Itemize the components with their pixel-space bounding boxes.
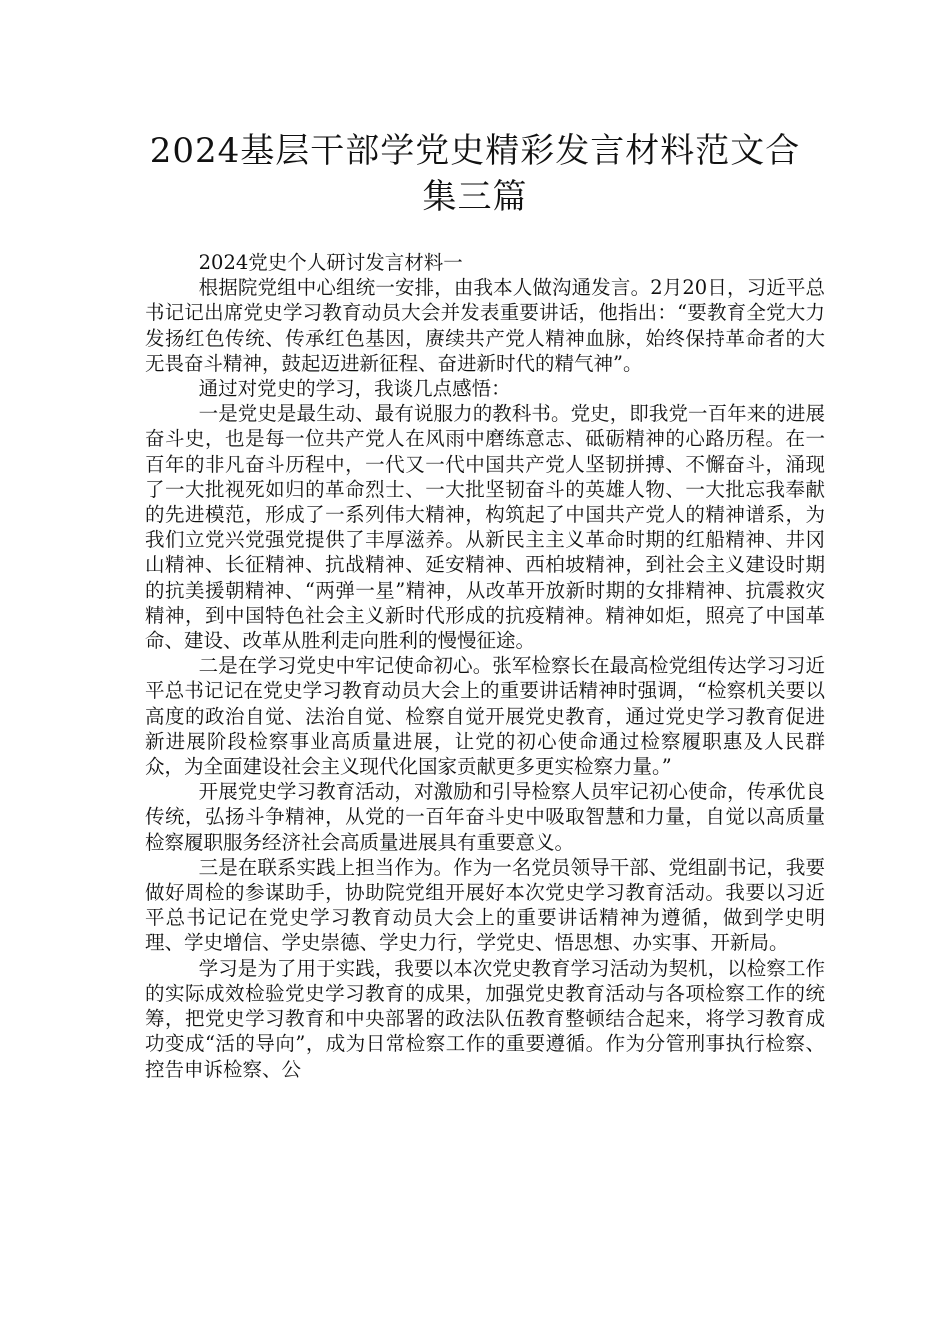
body-paragraph: 学习是为了用于实践，我要以本次党史教育学习活动为契机，以检察工作的实际成效检验党史学习教育的成果，加强党史教育活动与各项检察工作的统筹，把党史学习教育和中央部署的政法队伍教育整顿结合起来，将学习教育成功变成“活的导向”，成为日常检察工作的重要遵循。作为分管刑事执行检察、控告申诉检察、公: [145, 956, 825, 1081]
body-paragraph: 二是在学习党史中牢记使命初心。张军检察长在最高检党组传达学习习近平总书记记在党史学习教育动员大会上的重要讲话精神时强调，“检察机关要以高度的政治自觉、法治自觉、检察自觉开展党史教育，通过党史学习教育促进新进展阶段检察事业高质量进展，让党的初心使命通过检察履职惠及人民群众，为全面建设社会主义现代化国家贡献更多更实检察力量。”: [145, 654, 825, 779]
section-heading: 2024党史个人研讨发言材料一: [198, 251, 463, 274]
body-paragraph: 一是党史是最生动、最有说服力的教科书。党史，即我党一百年来的进展奋斗史，也是每一位共产党人在风雨中磨练意志、砥砺精神的心路历程。在一百年的非凡奋斗历程中，一代又一代中国共产党人坚韧拼搏、不懈奋斗，涌现了一大批视死如归的革命烈士、一大批坚韧奋斗的英雄人物、一大批忘我奉献的先进模范，形成了一系列伟大精神，构筑起了中国共产党人的精神谱系，为我们立党兴党强党提供了丰厚滋养。从新民主主义革命时期的红船精神、井冈山精神、长征精神、抗战精神、延安精神、西柏坡精神，到社会主义建设时期的抗美援朝精神、“两弹一星”精神，从改革开放新时期的女排精神、抗震救灾精神，到中国特色社会主义新时代形成的抗疫精神。精神如炬，照亮了中国革命、建设、改革从胜利走向胜利的慢慢征途。: [145, 402, 825, 653]
body-paragraph: 三是在联系实践上担当作为。作为一名党员领导干部、党组副书记，我要做好周检的参谋助手，协助院党组开展好本次党史学习教育活动。我要以习近平总书记记在党史学习教育动员大会上的重要讲话精神为遵循，做到学史明理、学史增信、学史崇德、学史力行，学党史、悟思想、办实事、开新局。: [145, 855, 825, 955]
body-paragraph: 开展党史学习教育活动，对激励和引导检察人员牢记初心使命，传承优良传统，弘扬斗争精神，从党的一百年奋斗史中吸取智慧和力量，自觉以高质量检察履职服务经济社会高质量进展具有重要意义。: [145, 780, 825, 854]
document-title-line-2: 集三篇: [422, 177, 528, 217]
document-body: [145, 250, 825, 1082]
document-title-line-1: 2024基层干部学党史精彩发言材料范文合: [149, 131, 801, 171]
body-paragraph: 通过对党史的学习，我谈几点感悟：: [198, 377, 511, 401]
body-paragraph: 根据院党组中心组统一安排，由我本人做沟通发言。2月20日，习近平总书记记出席党史学习教育动员大会并发表重要讲话，他指出：“要教育全党大力发扬红色传统、传承红色基因，赓续共产党人精神血脉，始终保持革命者的大无畏奋斗精神，鼓起迈进新征程、奋进新时代的精气神”。: [145, 276, 825, 375]
document-title: [100, 128, 850, 220]
